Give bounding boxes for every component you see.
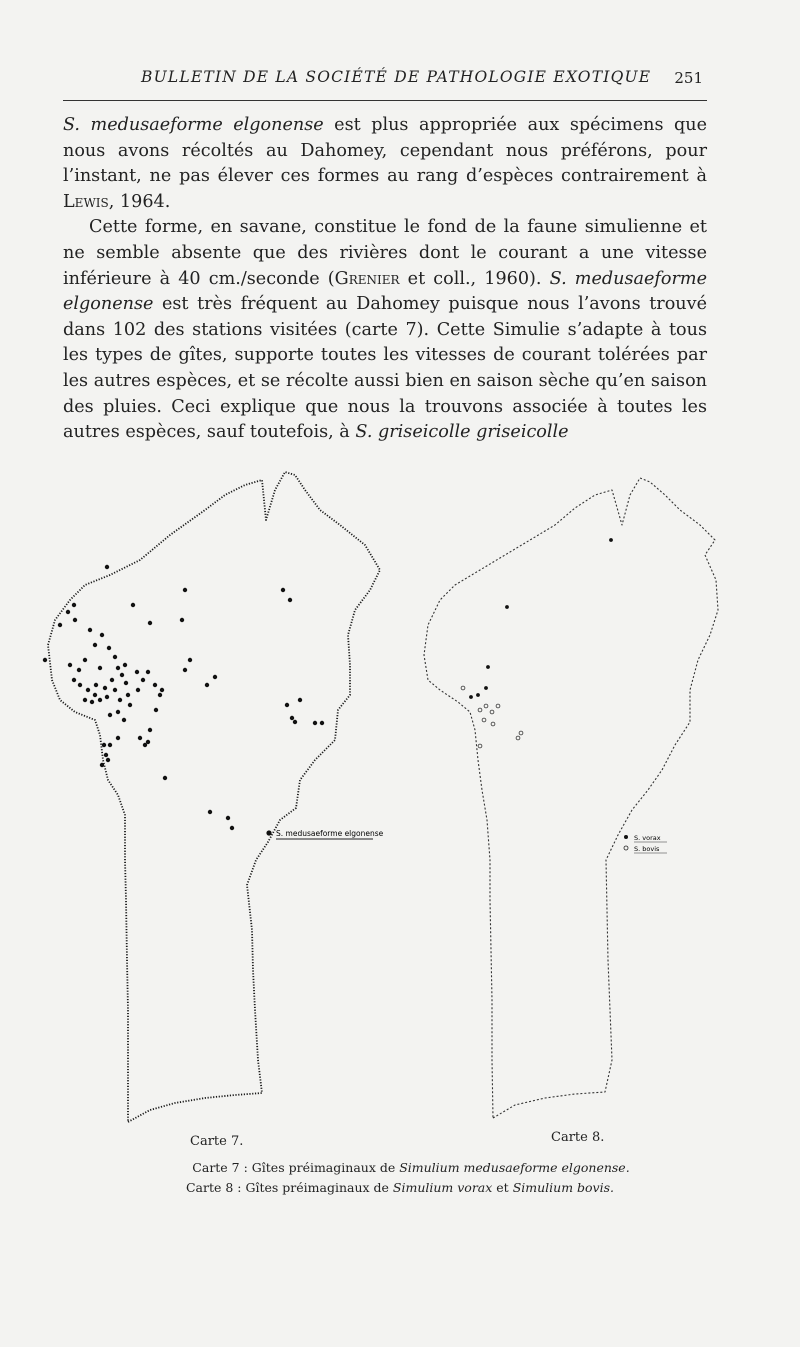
station-marker-open <box>496 704 500 708</box>
station-marker-filled <box>108 713 112 717</box>
paragraph-text: Cette forme, en savane, constitue le fond de la faune simulienne et ne semble absente que des rivières dont le courant a une vitesse inférieure à 40 cm./seconde ( <box>63 217 707 289</box>
station-marker-filled <box>128 703 132 707</box>
station-marker-filled <box>180 618 184 622</box>
station-marker-open <box>484 704 488 708</box>
station-marker-filled <box>131 603 135 607</box>
station-marker-filled <box>88 628 92 632</box>
station-marker-filled <box>281 588 285 592</box>
caption-text: Carte 8 : Gîtes préimaginaux de <box>185 1180 393 1195</box>
map-caption-carte-7: Carte 7. <box>190 1134 244 1149</box>
station-marker-filled <box>98 698 102 702</box>
station-marker-filled <box>113 655 117 659</box>
station-marker-filled <box>484 686 488 690</box>
page-number: 251 <box>674 69 703 87</box>
map-outline-carte-8 <box>424 478 718 1118</box>
station-marker-filled <box>110 678 114 682</box>
station-marker-filled <box>108 743 112 747</box>
station-marker-open <box>482 718 486 722</box>
station-marker-filled <box>609 538 613 542</box>
station-marker-filled <box>290 716 294 720</box>
station-marker-filled <box>313 721 317 725</box>
station-marker-filled <box>94 683 98 687</box>
caption-species: Simulium medusaeforme elgonense. <box>399 1160 630 1175</box>
caption-species: Simulium bovis. <box>512 1180 614 1195</box>
citation-year: , 1964. <box>108 191 171 212</box>
station-marker-filled <box>148 621 152 625</box>
station-marker-filled <box>320 721 324 725</box>
station-marker-filled <box>104 753 108 757</box>
station-marker-filled <box>143 743 147 747</box>
station-marker-filled <box>183 668 187 672</box>
station-marker-filled <box>116 666 120 670</box>
figure-captions <box>0 1158 800 1198</box>
station-marker-filled <box>83 658 87 662</box>
station-marker-filled <box>116 710 120 714</box>
station-marker-filled <box>188 658 192 662</box>
station-marker-filled <box>93 693 97 697</box>
station-marker-filled <box>126 693 130 697</box>
running-title: BULLETIN DE LA SOCIÉTÉ DE PATHOLOGIE EXOTIQUE <box>141 68 652 86</box>
station-marker-filled <box>105 695 109 699</box>
station-marker-filled <box>58 623 62 627</box>
station-marker-filled <box>113 688 117 692</box>
station-marker-filled <box>158 693 162 697</box>
running-header <box>63 66 707 101</box>
station-marker-filled <box>103 686 107 690</box>
stations-carte-7 <box>43 565 324 830</box>
station-marker-open <box>519 731 523 735</box>
station-marker-filled <box>78 683 82 687</box>
caption-line-1 <box>0 1158 800 1178</box>
paragraph-text: est très fréquent au Dahomey puisque nous l’avons trouvé dans 102 des stations visitées (carte 7). Cette Simulie s’adapte à tous les types de gîtes, supporte toutes les vitesses de courant tolérées par les autres espèces, et se récolte aussi bien en saison sèche qu’en saison des pluies. Ceci explique que nous la trouvons associée à toutes les autres espèces, sauf toutefois, à <box>63 294 707 443</box>
station-marker-filled <box>116 736 120 740</box>
station-marker-filled <box>77 668 81 672</box>
station-marker-filled <box>205 683 209 687</box>
station-marker-filled <box>43 658 47 662</box>
map-caption-carte-8: Carte 8. <box>551 1130 605 1145</box>
author-name: Grenier <box>334 268 400 289</box>
station-marker-filled <box>230 826 234 830</box>
legend-marker-filled <box>624 835 628 839</box>
station-marker-filled <box>118 698 122 702</box>
station-marker-open <box>490 710 494 714</box>
station-marker-filled <box>154 708 158 712</box>
station-marker-filled <box>298 698 302 702</box>
station-marker-filled <box>146 670 150 674</box>
station-marker-filled <box>486 665 490 669</box>
station-marker-filled <box>148 728 152 732</box>
stations-carte-8 <box>461 538 613 748</box>
station-marker-filled <box>122 718 126 722</box>
station-marker-filled <box>153 683 157 687</box>
station-marker-filled <box>136 688 140 692</box>
station-marker-filled <box>285 703 289 707</box>
station-marker-filled <box>138 736 142 740</box>
body-text <box>63 113 707 446</box>
station-marker-filled <box>102 743 106 747</box>
station-marker-filled <box>105 565 109 569</box>
legend-label: S. medusaeforme elgonense <box>276 829 384 838</box>
legend-carte-7 <box>266 829 383 839</box>
station-marker-filled <box>288 598 292 602</box>
station-marker-filled <box>100 633 104 637</box>
paragraph-text: est plus appropriée aux spécimens que nous avons récoltés au Dahomey, cependant nous préférons, pour l’instant, ne pas élever ces formes au rang d’espèces contrairement à <box>63 115 707 187</box>
station-marker-filled <box>72 603 76 607</box>
map-outline-carte-7 <box>48 472 380 1122</box>
station-marker-filled <box>123 663 127 667</box>
station-marker-filled <box>90 700 94 704</box>
station-marker-filled <box>183 588 187 592</box>
station-marker-filled <box>106 758 110 762</box>
station-marker-filled <box>163 776 167 780</box>
station-marker-filled <box>208 810 212 814</box>
station-marker-open <box>491 722 495 726</box>
caption-text: Carte 7 : Gîtes préimaginaux de <box>192 1160 400 1175</box>
paragraph-1 <box>63 113 707 215</box>
legend-label: S. bovis <box>634 845 660 853</box>
station-marker-filled <box>98 666 102 670</box>
maps-figure <box>0 430 800 1130</box>
station-marker-filled <box>72 678 76 682</box>
legend-marker-filled <box>266 830 271 835</box>
station-marker-filled <box>293 720 297 724</box>
caption-text: et <box>492 1180 513 1195</box>
station-marker-filled <box>135 670 139 674</box>
author-name: Lewis <box>63 191 109 212</box>
station-marker-open <box>478 744 482 748</box>
station-marker-filled <box>141 678 145 682</box>
station-marker-open <box>478 708 482 712</box>
species-name: S. medusaeforme elgonense <box>63 115 324 135</box>
station-marker-filled <box>100 763 104 767</box>
station-marker-filled <box>469 695 473 699</box>
station-marker-filled <box>124 681 128 685</box>
station-marker-filled <box>68 663 72 667</box>
station-marker-filled <box>505 605 509 609</box>
caption-line-2 <box>0 1178 800 1198</box>
station-marker-filled <box>213 675 217 679</box>
station-marker-open <box>461 686 465 690</box>
species-name: S. medusaeforme elgonense <box>63 268 708 315</box>
station-marker-filled <box>226 816 230 820</box>
station-marker-open <box>516 736 520 740</box>
station-marker-filled <box>73 618 77 622</box>
station-marker-filled <box>107 646 111 650</box>
station-marker-filled <box>160 688 164 692</box>
legend-carte-8 <box>624 834 667 853</box>
station-marker-filled <box>86 688 90 692</box>
species-name: S. griseicolle griseicolle <box>355 422 569 443</box>
paragraph-text: et coll., 1960). <box>399 268 550 289</box>
station-marker-filled <box>120 673 124 677</box>
station-marker-filled <box>476 693 480 697</box>
legend-marker-open <box>624 846 628 850</box>
station-marker-filled <box>66 610 70 614</box>
legend-label: S. vorax <box>634 834 661 842</box>
station-marker-filled <box>83 698 87 702</box>
station-marker-filled <box>93 643 97 647</box>
paragraph-2 <box>63 215 707 445</box>
caption-species: Simulium vorax <box>392 1180 493 1195</box>
